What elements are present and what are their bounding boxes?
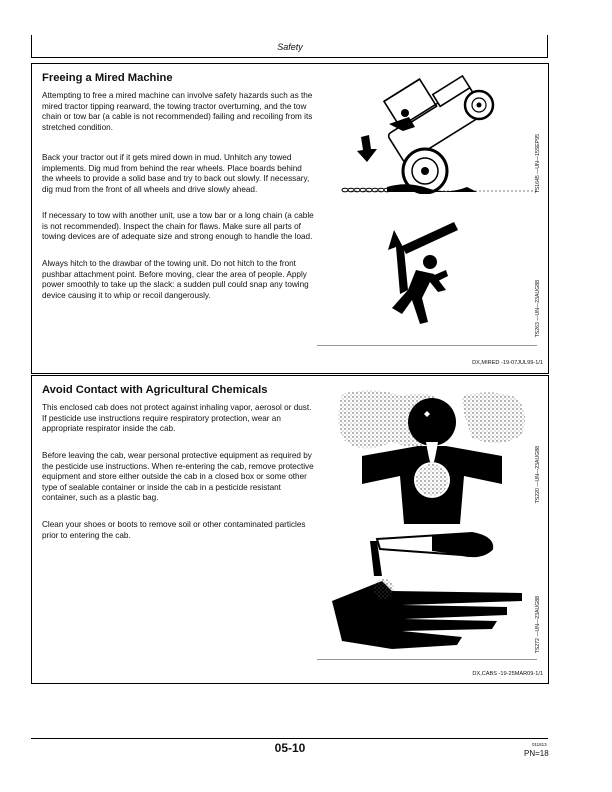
paragraph: Back your tractor out if it gets mired down in mud. Unhitch any towed implements. Dig mud from behind the rear wheels. Place boards behind the wheels to provide a solid base and try to back out slowly. If necessary, dig mud from the front of all wheels and drive slowly ahead. xyxy=(42,153,310,194)
figure-label: TS272 —UN—23AUG88 xyxy=(535,596,541,654)
paragraph: Before leaving the cab, wear personal protective equipment as required by the pesticide use instructions. When re-entering the cab, remove protective equipment and store either outside the cab in a closed box or some other type of sealable container or inside the cab in a pesticide resistant container, such as a plastic bag. xyxy=(42,451,314,502)
figure-label: TS220 —UN—23AUG88 xyxy=(535,446,541,504)
paragraph: Clean your shoes or boots to remove soil or other contaminated particles prior to entering the cab. xyxy=(42,520,306,540)
footer-rule xyxy=(31,738,548,739)
figure-label: TS1645 —UN—15SEP95 xyxy=(535,134,541,194)
section-title: Avoid Contact with Agricultural Chemicals xyxy=(42,384,268,396)
footer-code: 011813 xyxy=(532,742,547,747)
inhalation-hazard-illustration xyxy=(332,384,532,524)
page-number: 05-10 xyxy=(274,741,306,755)
recoil-hazard-illustration xyxy=(372,204,522,329)
figure-divider xyxy=(317,345,537,346)
paragraph: Always hitch to the drawbar of the towing unit. Do not hitch to the front pushbar attachment point. Before moving, clear the area of people. Apply power smoothly to take up the slack: a sudden pull could snap any towing device causing it to whip or recoil dangerously. xyxy=(42,259,309,300)
section-title: Freeing a Mired Machine xyxy=(42,72,173,84)
mired-tractor-illustration xyxy=(317,69,537,194)
skin-contact-hazard-illustration xyxy=(322,531,532,656)
paragraph: Attempting to free a mired machine can involve safety hazards such as the mired tractor tipping rearward, the towing tractor overturning, and the tow chain or tow bar (a cable is not recommended) failing and recoiling from its stretched condition. xyxy=(42,91,313,132)
page-header-title: Safety xyxy=(277,42,303,52)
paragraph: If necessary to tow with another unit, use a tow bar or a long chain (a cable is not recommended). Inspect the chain for flaws. Make sure all parts of towing devices are of adequate size and strong enough to handle the load. xyxy=(42,211,314,241)
section-reference: DX,CABS -19-25MAR09-1/1 xyxy=(472,671,543,677)
paragraph: This enclosed cab does not protect against inhaling vapor, aerosol or dust. If pesticide use instructions require respiratory protection, wear an appropriate respirator inside the cab. xyxy=(42,403,312,433)
section-reference: DX,MIRED -19-07JUL99-1/1 xyxy=(472,360,543,366)
page-pn: PN=18 xyxy=(524,749,549,758)
figure-divider xyxy=(317,659,537,660)
section-freeing-mired-machine xyxy=(31,63,549,374)
section-agricultural-chemicals xyxy=(31,375,549,684)
figure-label: TS263 —UN—23AUG88 xyxy=(535,280,541,338)
header-rule xyxy=(31,57,548,58)
